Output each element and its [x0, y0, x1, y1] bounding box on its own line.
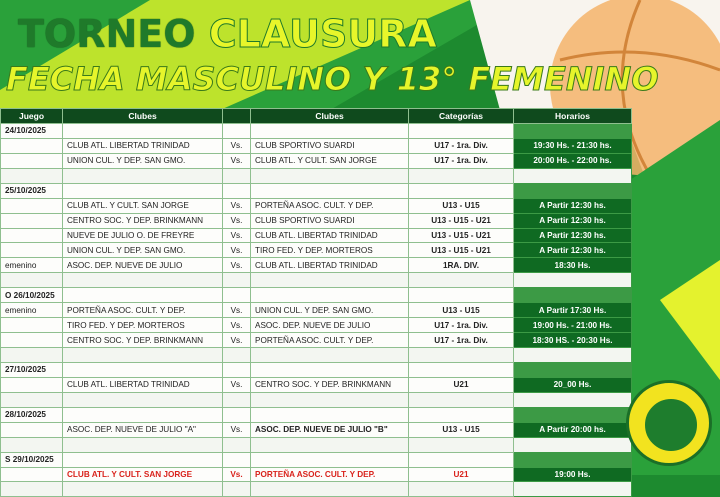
day-label: O 26/10/2025: [1, 288, 63, 303]
cell-empty: [251, 482, 409, 497]
table-header-row: [1, 109, 632, 124]
vs-label: Vs.: [223, 153, 251, 168]
cell-time-empty: [514, 452, 632, 467]
cell-empty: [251, 437, 409, 452]
away-club: PORTEÑA ASOC. CULT. Y DEP.: [251, 333, 409, 348]
time: 18:30 HS. - 20:30 Hs.: [514, 333, 632, 348]
time: 19:00 Hs. - 21:00 Hs.: [514, 318, 632, 333]
cell-time-empty: [514, 273, 632, 288]
vs-label: Vs.: [223, 138, 251, 153]
away-club: CLUB SPORTIVO SUARDI: [251, 213, 409, 228]
vs-label: Vs.: [223, 333, 251, 348]
vs-label: Vs.: [223, 198, 251, 213]
cell-empty: [63, 273, 223, 288]
cell-time-empty: [514, 362, 632, 377]
cell-empty: [251, 123, 409, 138]
header-clubes-away: Clubes: [251, 109, 409, 124]
cell-empty: [409, 482, 514, 497]
away-club: CENTRO SOC. Y DEP. BRINKMANN: [251, 377, 409, 392]
table-row: [1, 303, 632, 318]
table-row: [1, 422, 632, 437]
day-row: [1, 183, 632, 198]
away-club: PORTEÑA ASOC. CULT. Y DEP.: [251, 467, 409, 482]
cell-empty: [251, 392, 409, 407]
cell-empty: [409, 407, 514, 422]
home-club: NUEVE DE JULIO O. DE FREYRE: [63, 228, 223, 243]
time: A Partir 12:30 hs.: [514, 213, 632, 228]
category: U13 - U15: [409, 198, 514, 213]
cell-empty: [63, 452, 223, 467]
separator-row: [1, 392, 632, 407]
day-row: [1, 407, 632, 422]
vs-label: Vs.: [223, 243, 251, 258]
cell-category-label: [1, 228, 63, 243]
time: 19:00 Hs.: [514, 467, 632, 482]
day-row: [1, 123, 632, 138]
category: U17 - 1ra. Div.: [409, 333, 514, 348]
home-club: UNION CUL. Y DEP. SAN GMO.: [63, 243, 223, 258]
time: 20_00 Hs.: [514, 377, 632, 392]
home-club: CLUB ATL. LIBERTAD TRINIDAD: [63, 377, 223, 392]
away-club: ASOC. DEP. NUEVE DE JULIO "B": [251, 422, 409, 437]
cell-time-empty: [514, 407, 632, 422]
cell-empty: [409, 348, 514, 363]
time: A Partir 17:30 Hs.: [514, 303, 632, 318]
cell-time-empty: [514, 437, 632, 452]
time: 18:30 Hs.: [514, 258, 632, 273]
cell-category-label: emenino: [1, 258, 63, 273]
cell-empty: [223, 362, 251, 377]
cell-category-label: [1, 243, 63, 258]
away-club: CLUB ATL. LIBERTAD TRINIDAD: [251, 228, 409, 243]
separator-row: [1, 348, 632, 363]
cell-empty: [251, 273, 409, 288]
cell-empty: [409, 183, 514, 198]
home-club: TIRO FED. Y DEP. MORTEROS: [63, 318, 223, 333]
header-categorias: Categorías: [409, 109, 514, 124]
seal-inner: [643, 397, 699, 453]
vs-label: Vs.: [223, 377, 251, 392]
cell-category-label: [1, 213, 63, 228]
vs-label: Vs.: [223, 318, 251, 333]
category: U21: [409, 467, 514, 482]
cell-empty: [1, 168, 63, 183]
cell-empty: [223, 348, 251, 363]
table-row: [1, 467, 632, 482]
cell-empty: [409, 168, 514, 183]
cell-empty: [251, 288, 409, 303]
cell-time-empty: [514, 392, 632, 407]
time: A Partir 12:30 hs.: [514, 228, 632, 243]
category: U13 - U15: [409, 303, 514, 318]
cell-empty: [63, 392, 223, 407]
table-row: [1, 138, 632, 153]
cell-category-label: [1, 467, 63, 482]
cell-empty: [251, 183, 409, 198]
schedule-body: [1, 123, 632, 496]
title-part1: TORNEO: [18, 12, 209, 56]
table-row: [1, 153, 632, 168]
cell-empty: [409, 437, 514, 452]
cell-empty: [63, 437, 223, 452]
away-club: TIRO FED. Y DEP. MORTEROS: [251, 243, 409, 258]
cell-category-label: [1, 333, 63, 348]
cell-category-label: [1, 422, 63, 437]
away-club: CLUB ATL. LIBERTAD TRINIDAD: [251, 258, 409, 273]
vs-label: Vs.: [223, 258, 251, 273]
separator-row: [1, 437, 632, 452]
home-club: PORTEÑA ASOC. CULT. Y DEP.: [63, 303, 223, 318]
cell-empty: [409, 452, 514, 467]
cell-empty: [63, 362, 223, 377]
table-row: [1, 333, 632, 348]
category: U21: [409, 377, 514, 392]
cell-category-label: [1, 198, 63, 213]
cell-time-empty: [514, 123, 632, 138]
cell-empty: [1, 482, 63, 497]
cell-empty: [63, 407, 223, 422]
home-club: CLUB ATL. Y CULT. SAN JORGE: [63, 198, 223, 213]
vs-label: Vs.: [223, 467, 251, 482]
table-row: [1, 377, 632, 392]
away-club: PORTEÑA ASOC. CULT. Y DEP.: [251, 198, 409, 213]
category: U13 - U15 - U21: [409, 213, 514, 228]
cell-empty: [223, 452, 251, 467]
home-club: CLUB ATL. Y CULT. SAN JORGE: [63, 467, 223, 482]
cell-category-label: emenino: [1, 303, 63, 318]
vs-label: Vs.: [223, 213, 251, 228]
cell-time-empty: [514, 482, 632, 497]
cell-empty: [63, 183, 223, 198]
cell-category-label: [1, 377, 63, 392]
cell-time-empty: [514, 348, 632, 363]
cell-time-empty: [514, 168, 632, 183]
category: U13 - U15 - U21: [409, 228, 514, 243]
separator-row: [1, 482, 632, 497]
cell-empty: [63, 482, 223, 497]
category: U17 - 1ra. Div.: [409, 318, 514, 333]
cell-empty: [251, 407, 409, 422]
time: A Partir 12:30 hs.: [514, 198, 632, 213]
day-label: S 29/10/2025: [1, 452, 63, 467]
away-club: ASOC. DEP. NUEVE DE JULIO: [251, 318, 409, 333]
day-label: 27/10/2025: [1, 362, 63, 377]
day-label: 25/10/2025: [1, 183, 63, 198]
cell-empty: [251, 452, 409, 467]
title-torneo-clausura: [18, 12, 437, 56]
table-row: [1, 318, 632, 333]
cell-empty: [63, 168, 223, 183]
table-row: [1, 213, 632, 228]
away-club: CLUB ATL. Y CULT. SAN JORGE: [251, 153, 409, 168]
cell-empty: [251, 348, 409, 363]
home-club: ASOC. DEP. NUEVE DE JULIO "A": [63, 422, 223, 437]
table-row: [1, 243, 632, 258]
header-vs: [223, 109, 251, 124]
association-seal-logo: [626, 380, 712, 466]
cell-time-empty: [514, 288, 632, 303]
home-club: CENTRO SOC. Y DEP. BRINKMANN: [63, 213, 223, 228]
time: 20:00 Hs. - 22:00 hs.: [514, 153, 632, 168]
cell-category-label: [1, 153, 63, 168]
time: 19:30 Hs. - 21:30 hs.: [514, 138, 632, 153]
home-club: CLUB ATL. LIBERTAD TRINIDAD: [63, 138, 223, 153]
table-row: [1, 198, 632, 213]
cell-empty: [223, 183, 251, 198]
cell-empty: [223, 273, 251, 288]
header-horarios: Horarios: [514, 109, 632, 124]
category: U17 - 1ra. Div.: [409, 153, 514, 168]
title-part2: CLAUSURA: [208, 12, 437, 56]
cell-empty: [409, 362, 514, 377]
time: A Partir 20:00 hs.: [514, 422, 632, 437]
cell-category-label: [1, 138, 63, 153]
category: U13 - U15: [409, 422, 514, 437]
away-club: UNION CUL. Y DEP. SAN GMO.: [251, 303, 409, 318]
table-row: [1, 258, 632, 273]
table-row: [1, 228, 632, 243]
home-club: CENTRO SOC. Y DEP. BRINKMANN: [63, 333, 223, 348]
cell-time-empty: [514, 183, 632, 198]
vs-label: Vs.: [223, 303, 251, 318]
cell-empty: [223, 392, 251, 407]
cell-empty: [409, 392, 514, 407]
header-clubes-home: Clubes: [63, 109, 223, 124]
cell-empty: [223, 288, 251, 303]
cell-empty: [1, 273, 63, 288]
cell-empty: [251, 168, 409, 183]
vs-label: Vs.: [223, 422, 251, 437]
category: 1RA. DIV.: [409, 258, 514, 273]
cell-empty: [223, 437, 251, 452]
day-row: [1, 288, 632, 303]
cell-empty: [409, 273, 514, 288]
cell-empty: [223, 407, 251, 422]
cell-category-label: [1, 318, 63, 333]
cell-empty: [223, 482, 251, 497]
cell-empty: [1, 348, 63, 363]
category: U13 - U15 - U21: [409, 243, 514, 258]
separator-row: [1, 168, 632, 183]
cell-empty: [409, 288, 514, 303]
day-row: [1, 362, 632, 377]
cell-empty: [223, 123, 251, 138]
header-juego: Juego: [1, 109, 63, 124]
home-club: ASOC. DEP. NUEVE DE JULIO: [63, 258, 223, 273]
day-label: 28/10/2025: [1, 407, 63, 422]
away-club: CLUB SPORTIVO SUARDI: [251, 138, 409, 153]
separator-row: [1, 273, 632, 288]
cell-empty: [63, 288, 223, 303]
day-row: [1, 452, 632, 467]
cell-empty: [1, 392, 63, 407]
day-label: 24/10/2025: [1, 123, 63, 138]
vs-label: Vs.: [223, 228, 251, 243]
title-fecha: FECHA MASCULINO Y 13° FEMENINO: [6, 60, 659, 98]
category: U17 - 1ra. Div.: [409, 138, 514, 153]
cell-empty: [1, 437, 63, 452]
cell-empty: [409, 123, 514, 138]
cell-empty: [251, 362, 409, 377]
cell-empty: [63, 123, 223, 138]
cell-empty: [63, 348, 223, 363]
schedule-table: [0, 108, 632, 497]
cell-empty: [223, 168, 251, 183]
home-club: UNION CUL. Y DEP. SAN GMO.: [63, 153, 223, 168]
time: A Partir 12:30 hs.: [514, 243, 632, 258]
